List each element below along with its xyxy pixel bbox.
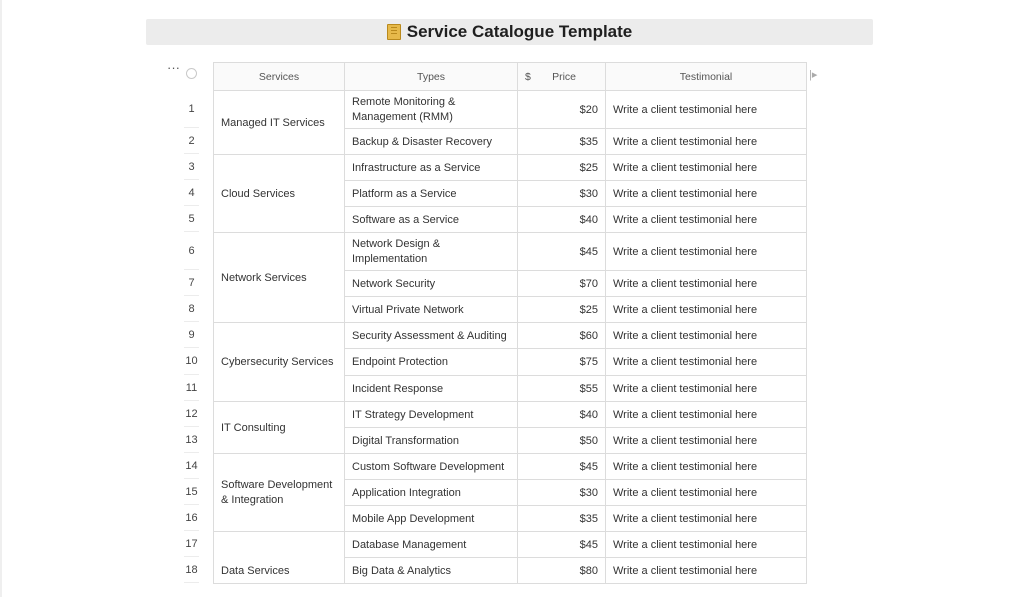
currency-icon: $: [525, 70, 531, 83]
price-cell[interactable]: $40: [518, 207, 606, 233]
row-number[interactable]: 15: [184, 479, 199, 505]
column-header-price[interactable]: [518, 63, 606, 91]
testimonial-cell[interactable]: Write a client testimonial here: [606, 402, 807, 428]
testimonial-cell[interactable]: Write a client testimonial here: [606, 233, 807, 271]
testimonial-cell[interactable]: Write a client testimonial here: [606, 91, 807, 129]
service-text: Software Development & Integration: [221, 478, 333, 506]
select-all-checkbox[interactable]: [186, 68, 197, 79]
price-cell[interactable]: $55: [518, 376, 606, 402]
row-number[interactable]: 16: [184, 505, 199, 531]
type-cell[interactable]: Software as a Service: [345, 207, 518, 233]
type-cell[interactable]: Custom Software Development: [345, 454, 518, 480]
row-number[interactable]: 13: [184, 427, 199, 453]
price-cell[interactable]: $45: [518, 454, 606, 480]
type-cell[interactable]: Security Assessment & Auditing: [345, 323, 518, 349]
price-cell[interactable]: $45: [518, 233, 606, 271]
price-cell[interactable]: $45: [518, 532, 606, 558]
type-cell[interactable]: Virtual Private Network: [345, 297, 518, 323]
row-number[interactable]: 9: [184, 322, 199, 348]
type-cell[interactable]: Infrastructure as a Service: [345, 155, 518, 181]
testimonial-cell[interactable]: Write a client testimonial here: [606, 558, 807, 584]
testimonial-cell[interactable]: Write a client testimonial here: [606, 349, 807, 376]
type-cell[interactable]: Network Security: [345, 271, 518, 297]
column-header-price-label: Price: [552, 70, 576, 83]
table-row: [214, 532, 807, 558]
type-cell[interactable]: IT Strategy Development: [345, 402, 518, 428]
header-row: [214, 63, 807, 91]
column-header-services[interactable]: Services: [214, 63, 345, 91]
table-row: [214, 402, 807, 428]
page-title: Service Catalogue Template: [406, 22, 633, 41]
row-number[interactable]: 3: [184, 154, 199, 180]
price-cell[interactable]: $75: [518, 349, 606, 376]
row-number[interactable]: 8: [184, 296, 199, 322]
row-number[interactable]: 1: [184, 90, 199, 128]
price-cell[interactable]: $30: [518, 181, 606, 207]
row-number[interactable]: 11: [184, 375, 199, 401]
testimonial-cell[interactable]: Write a client testimonial here: [606, 271, 807, 297]
type-cell[interactable]: [345, 233, 518, 271]
row-number[interactable]: 18: [184, 557, 199, 583]
table-row: [214, 155, 807, 181]
more-options-icon[interactable]: ···: [167, 60, 180, 75]
testimonial-cell[interactable]: Write a client testimonial here: [606, 532, 807, 558]
table-row: [214, 91, 807, 129]
table-row: [214, 323, 807, 349]
service-cell[interactable]: Data Services: [214, 532, 345, 584]
price-cell[interactable]: $70: [518, 271, 606, 297]
price-cell[interactable]: $25: [518, 297, 606, 323]
row-number[interactable]: 2: [184, 128, 199, 154]
testimonial-cell[interactable]: Write a client testimonial here: [606, 480, 807, 506]
row-number[interactable]: 10: [184, 348, 199, 375]
column-header-types[interactable]: Types: [345, 63, 518, 91]
price-cell[interactable]: $30: [518, 480, 606, 506]
service-cell[interactable]: Network Services: [214, 233, 345, 323]
price-cell[interactable]: $35: [518, 506, 606, 532]
row-number[interactable]: 17: [184, 531, 199, 557]
price-cell[interactable]: $60: [518, 323, 606, 349]
notebook-icon: [387, 24, 401, 40]
page-title-bar: [146, 19, 873, 45]
price-cell[interactable]: $25: [518, 155, 606, 181]
type-cell[interactable]: Incident Response: [345, 376, 518, 402]
add-column-icon[interactable]: |▸: [809, 69, 818, 81]
testimonial-cell[interactable]: Write a client testimonial here: [606, 454, 807, 480]
column-header-testimonial[interactable]: Testimonial: [606, 63, 807, 91]
testimonial-cell[interactable]: Write a client testimonial here: [606, 181, 807, 207]
type-cell[interactable]: Backup & Disaster Recovery: [345, 129, 518, 155]
type-text: Remote Monitoring & Management (RMM): [352, 95, 456, 123]
row-number[interactable]: 7: [184, 270, 199, 296]
row-number[interactable]: 4: [184, 180, 199, 206]
type-cell[interactable]: [345, 91, 518, 129]
service-cell[interactable]: Cybersecurity Services: [214, 323, 345, 402]
table-row: [214, 233, 807, 271]
table-row: [214, 454, 807, 480]
testimonial-cell[interactable]: Write a client testimonial here: [606, 428, 807, 454]
testimonial-cell[interactable]: Write a client testimonial here: [606, 129, 807, 155]
service-catalogue-table: [213, 62, 807, 584]
service-cell[interactable]: Cloud Services: [214, 155, 345, 233]
testimonial-cell[interactable]: Write a client testimonial here: [606, 506, 807, 532]
testimonial-cell[interactable]: Write a client testimonial here: [606, 155, 807, 181]
price-cell[interactable]: $40: [518, 402, 606, 428]
row-number[interactable]: 6: [184, 232, 199, 270]
row-number[interactable]: 12: [184, 401, 199, 427]
row-number[interactable]: 5: [184, 206, 199, 232]
service-cell[interactable]: IT Consulting: [214, 402, 345, 454]
type-cell[interactable]: Endpoint Protection: [345, 349, 518, 376]
testimonial-cell[interactable]: Write a client testimonial here: [606, 297, 807, 323]
type-cell[interactable]: Mobile App Development: [345, 506, 518, 532]
service-cell[interactable]: Managed IT Services: [214, 91, 345, 155]
service-cell[interactable]: [214, 454, 345, 532]
type-cell[interactable]: Digital Transformation: [345, 428, 518, 454]
type-text: Network Design & Implementation: [352, 237, 441, 265]
price-cell[interactable]: $35: [518, 129, 606, 155]
price-cell[interactable]: $50: [518, 428, 606, 454]
price-cell[interactable]: $20: [518, 91, 606, 129]
row-number[interactable]: 14: [184, 453, 199, 479]
window-edge: [0, 0, 2, 597]
testimonial-cell[interactable]: Write a client testimonial here: [606, 323, 807, 349]
type-cell[interactable]: Platform as a Service: [345, 181, 518, 207]
testimonial-cell[interactable]: Write a client testimonial here: [606, 207, 807, 233]
price-cell[interactable]: $80: [518, 558, 606, 584]
type-cell[interactable]: Big Data & Analytics: [345, 558, 518, 584]
type-cell[interactable]: Application Integration: [345, 480, 518, 506]
testimonial-cell[interactable]: Write a client testimonial here: [606, 376, 807, 402]
type-cell[interactable]: Database Management: [345, 532, 518, 558]
